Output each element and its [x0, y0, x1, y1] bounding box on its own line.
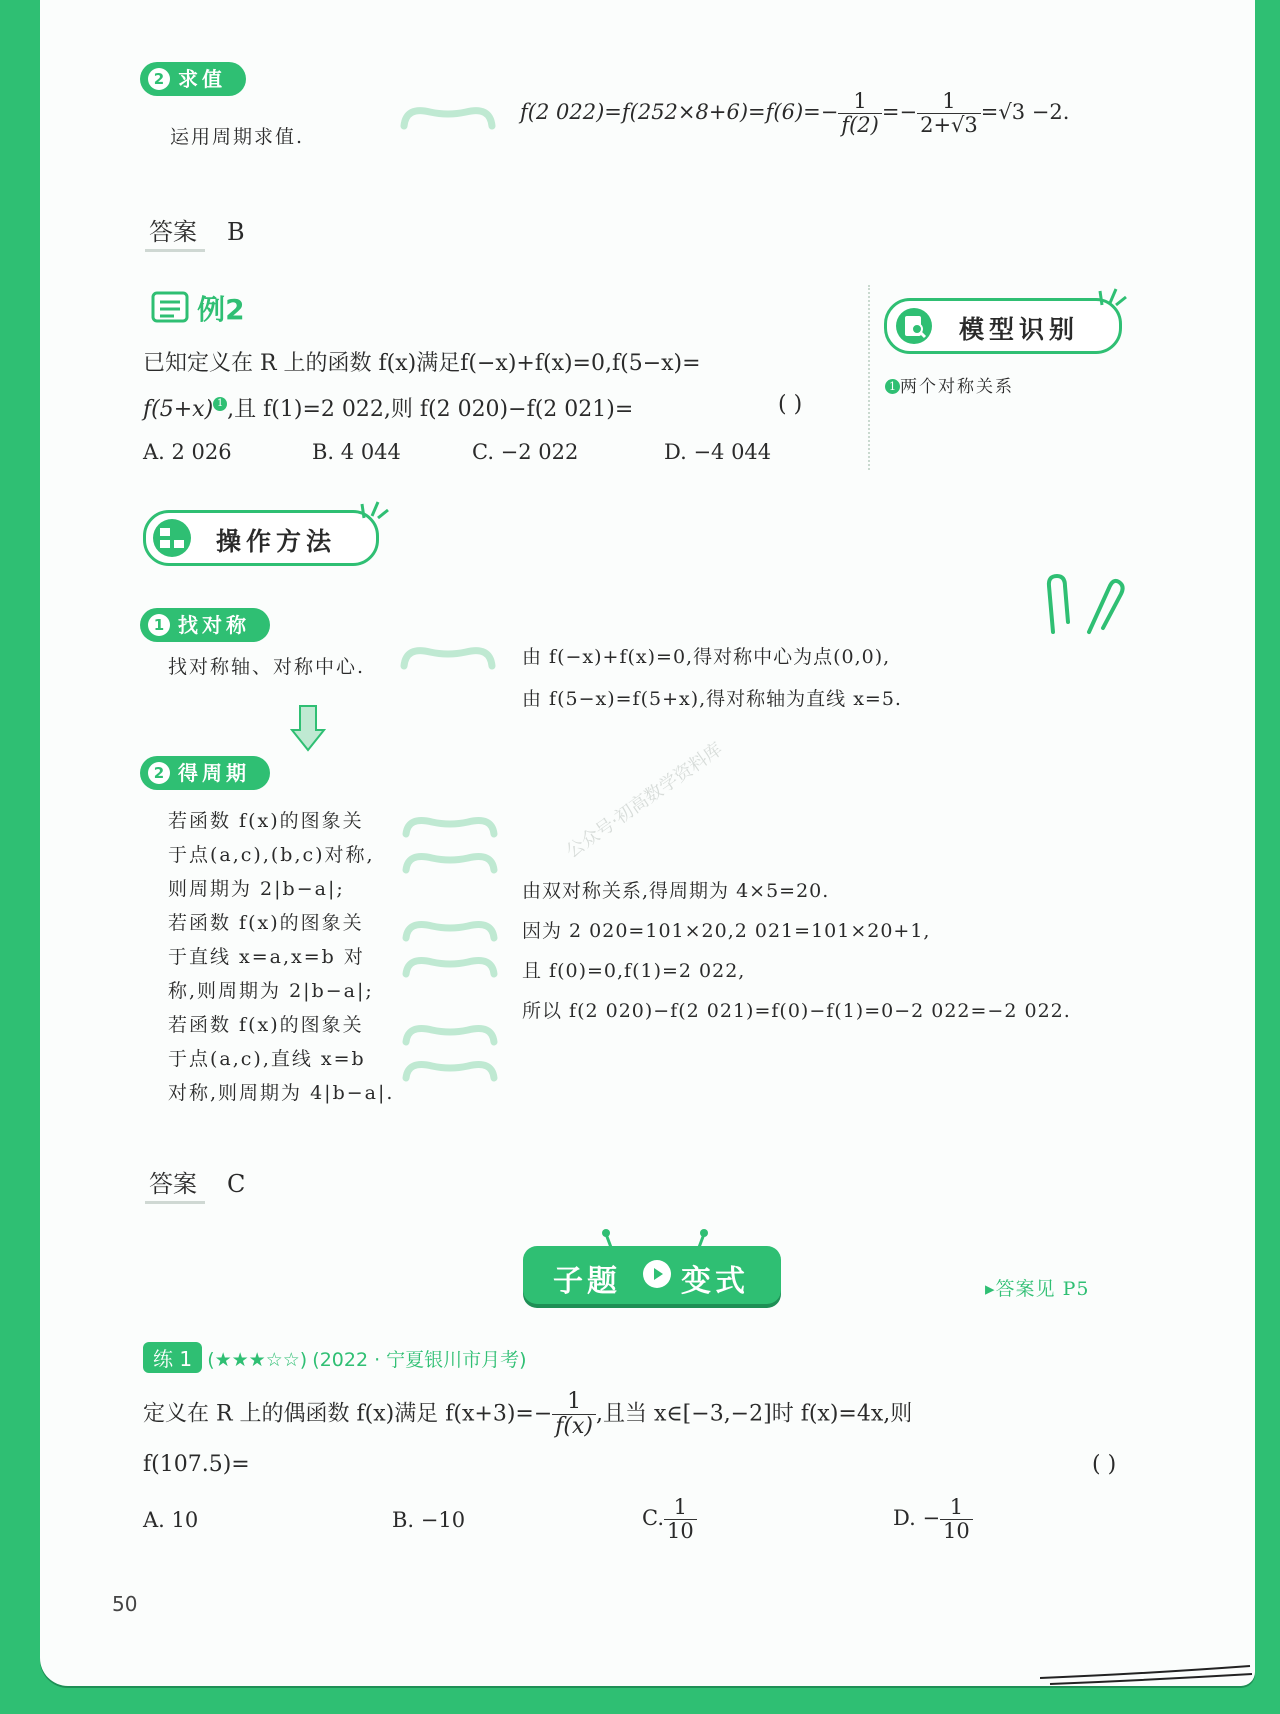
answer-reference: ▸答案见 P5 — [985, 1278, 1090, 1300]
practice-header — [143, 1342, 527, 1373]
choice-b: B. −10 — [392, 1508, 466, 1532]
fraction: $\frac{1}{10}$ — [664, 1496, 697, 1543]
step-desc-evaluate: 运用周期求值. — [170, 126, 305, 148]
step-pill-get-period: 2 得周期 — [140, 756, 270, 790]
choice-d: D. − $\frac{1}{10}$ — [893, 1496, 973, 1543]
choice-a: A. 10 — [143, 1508, 199, 1532]
sub-question-banner: 子题 变式 — [523, 1246, 781, 1304]
answer-label: 答案 — [145, 1164, 205, 1204]
answer-paren: ( ) — [1092, 1452, 1117, 1477]
example-question-line1: 已知定义在 R 上的函数 f(x)满足f(−x)+f(x)=0,f(5−x)= — [143, 351, 701, 376]
annotation-marker: 1 — [213, 397, 227, 411]
evaluate-formula: f(2 022)=f(252×8+6)=f(6)=− $\frac{1}{f(2)}$ =− $\frac{1}{2+√3}$ =√3 −2. — [520, 89, 1070, 138]
rule-line: 则周期为 2|b−a|; — [168, 878, 345, 900]
answer-paren: ( ) — [778, 392, 803, 417]
sparkle-decoration — [1098, 285, 1128, 307]
rule-line: 若函数 f(x)的图象关 — [168, 912, 364, 934]
practice-source: (2022 · 宁夏银川市月考) — [312, 1349, 527, 1371]
step-pill-evaluate: 2 求值 — [140, 62, 246, 96]
choice-c: C. −2 022 — [472, 440, 579, 464]
choice-a: A. 2 026 — [143, 440, 232, 464]
rule-line: 若函数 f(x)的图象关 — [168, 1014, 364, 1036]
choice-d: D. −4 044 — [664, 440, 772, 464]
brace-connector — [400, 100, 496, 134]
practice-question-line2: f(107.5)= — [143, 1452, 250, 1477]
rule-line: 于直线 x=a,x=b 对 — [168, 946, 365, 968]
watermark: 公众号·初高数学资料库 — [562, 738, 727, 863]
notepad-icon — [150, 290, 192, 326]
example-heading: 例2 — [150, 288, 245, 328]
sparkle-decoration — [360, 498, 390, 520]
page-curl-decoration — [1040, 1648, 1255, 1688]
difficulty-stars: (★★★☆☆) — [207, 1349, 308, 1371]
brace-connector-stack — [400, 810, 500, 1110]
page-number: 50 — [112, 1592, 138, 1616]
down-arrow-icon — [290, 704, 326, 752]
step-desc-find-symmetry: 找对称轴、对称中心. — [168, 656, 366, 678]
rule-line: 于点(a,c),(b,c)对称, — [168, 844, 375, 866]
answer-label: 答案 — [145, 212, 205, 252]
solution-line: 因为 2 020=101×20,2 021=101×20+1, — [522, 920, 931, 942]
method-box: 操作方法 — [143, 510, 379, 566]
rule-line: 若函数 f(x)的图象关 — [168, 810, 364, 832]
brace-connector — [400, 640, 496, 674]
column-divider — [868, 285, 870, 470]
flowchart-icon — [152, 518, 192, 558]
step-pill-find-symmetry: 1 找对称 — [140, 608, 270, 642]
fraction: $\frac{1}{2+√3}$ — [917, 90, 981, 137]
answer-row — [145, 212, 245, 252]
solution-line: 且 f(0)=0,f(1)=2 022, — [522, 960, 746, 982]
model-note: 1 两个对称关系 — [885, 372, 1014, 397]
play-icon — [643, 1260, 671, 1288]
choice-c: C. $\frac{1}{10}$ — [642, 1496, 697, 1543]
fraction: $\frac{1}{f(2)}$ — [838, 90, 882, 137]
rule-line: 对称,则周期为 4|b−a|. — [168, 1082, 395, 1104]
model-recognition-box: 模型识别 — [884, 298, 1122, 354]
rule-line: 称,则周期为 2|b−a|; — [168, 980, 374, 1002]
solution-line: 由双对称关系,得周期为 4×5=20. — [522, 880, 830, 902]
answer-value: C — [227, 1170, 246, 1198]
fraction: $\frac{1}{f(x)}$ — [552, 1390, 596, 1439]
symmetry-result-2: 由 f(5−x)=f(5+x),得对称轴为直线 x=5. — [522, 688, 902, 710]
magnifier-document-icon — [895, 307, 933, 345]
practice-tag: 练 1 — [143, 1342, 202, 1373]
symmetry-result-1: 由 f(−x)+f(x)=0,得对称中心为点(0,0), — [522, 646, 891, 668]
example-question-line2: f(5+x) $^1$ ,且 f(1)=2 022,则 f(2 020)−f(2 021)= — [143, 397, 634, 422]
paperclip-icon — [1045, 572, 1125, 638]
practice-question-line1: 定义在 R 上的偶函数 f(x)满足 f(x+3)=− $\frac{1}{f(x)}$ ,且当 x∈[−3,−2]时 f(x)=4x,则 — [143, 1389, 913, 1440]
choice-b: B. 4 044 — [312, 440, 401, 464]
period-rules — [168, 806, 408, 1112]
fraction: $\frac{1}{10}$ — [940, 1496, 973, 1543]
solution-line: 所以 f(2 020)−f(2 021)=f(0)−f(1)=0−2 022=−2 022. — [522, 1000, 1071, 1022]
answer-value: B — [227, 218, 245, 246]
rule-line: 于点(a,c),直线 x=b — [168, 1048, 366, 1070]
answer-row — [145, 1164, 245, 1204]
